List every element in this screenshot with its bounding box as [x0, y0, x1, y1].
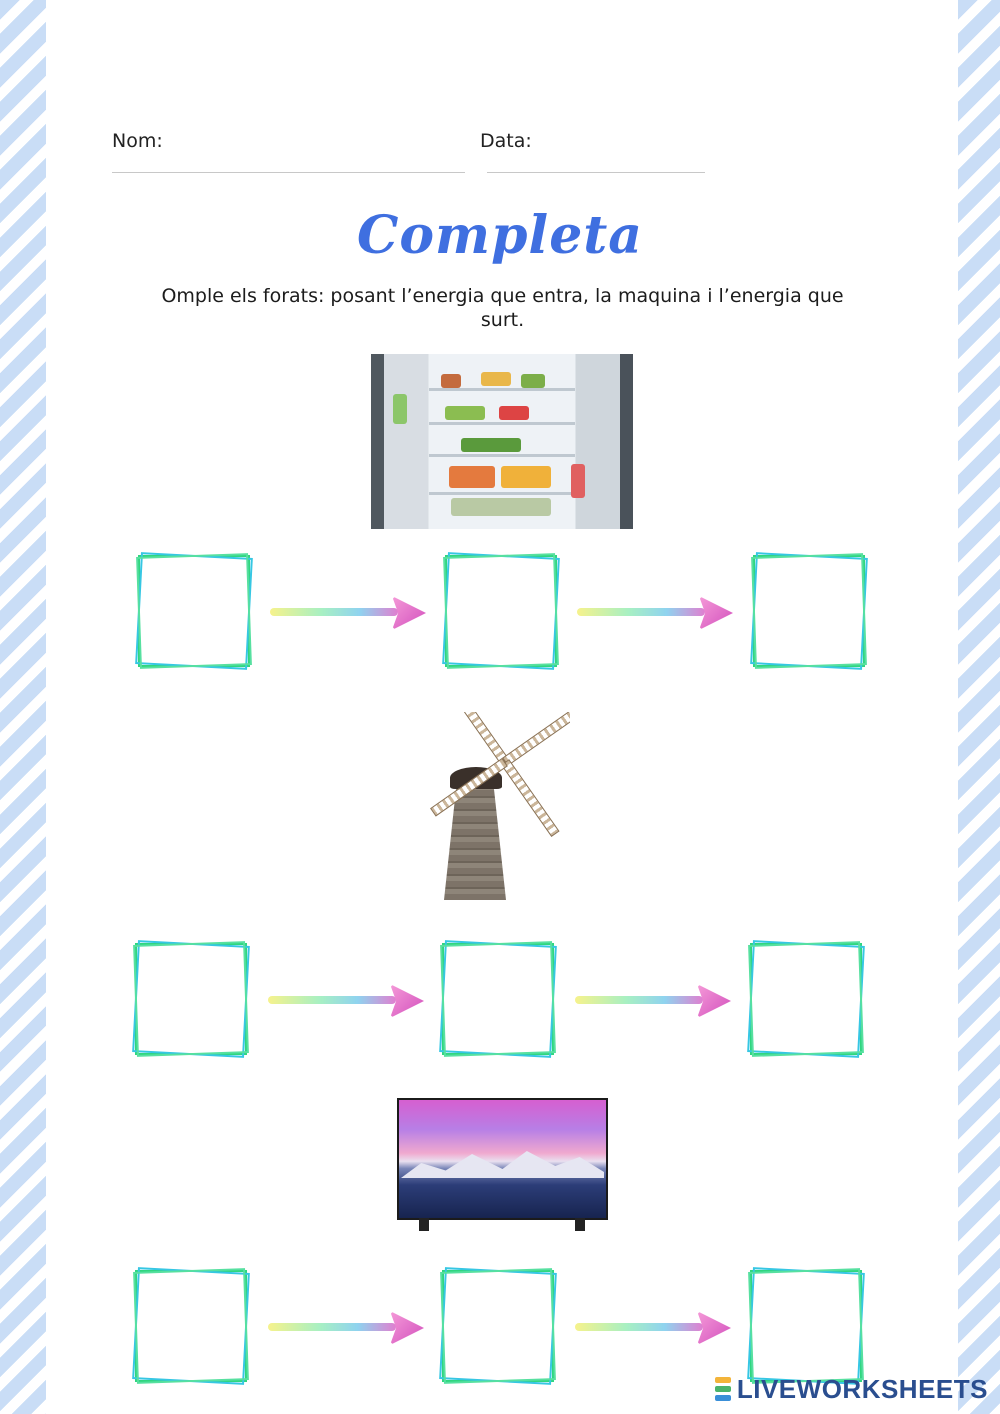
energy-out-box-3[interactable]	[748, 1268, 866, 1386]
logo-icon	[715, 1377, 731, 1401]
date-label: Data:	[480, 130, 532, 152]
page-title: Completa	[356, 205, 643, 266]
liveworksheets-logo[interactable]	[715, 1373, 988, 1405]
machine-box-2[interactable]	[440, 941, 558, 1059]
name-label: Nom:	[112, 130, 163, 152]
date-field[interactable]	[487, 172, 705, 173]
energy-in-box-2[interactable]	[133, 941, 251, 1059]
energy-out-box-1[interactable]	[751, 553, 869, 671]
machine-box-1[interactable]	[443, 553, 561, 671]
energy-out-box-2[interactable]	[748, 941, 866, 1059]
machine-box-3[interactable]	[440, 1268, 558, 1386]
arrow-icon	[268, 984, 428, 1018]
arrow-icon	[575, 984, 735, 1018]
television-image	[397, 1098, 608, 1231]
name-field[interactable]	[112, 172, 465, 173]
fridge-image	[371, 354, 633, 529]
arrow-icon	[575, 1311, 735, 1345]
windmill-image	[430, 712, 570, 902]
instructions-text: Omple els forats: posant l’energia que entra, la maquina i l’energia que surt.	[161, 285, 844, 331]
energy-in-box-1[interactable]	[136, 553, 254, 671]
arrow-icon	[270, 596, 430, 630]
arrow-icon	[577, 596, 737, 630]
arrow-icon	[268, 1311, 428, 1345]
energy-in-box-3[interactable]	[133, 1268, 251, 1386]
brand-name: LIVEWORKSHEETS	[736, 1373, 988, 1404]
